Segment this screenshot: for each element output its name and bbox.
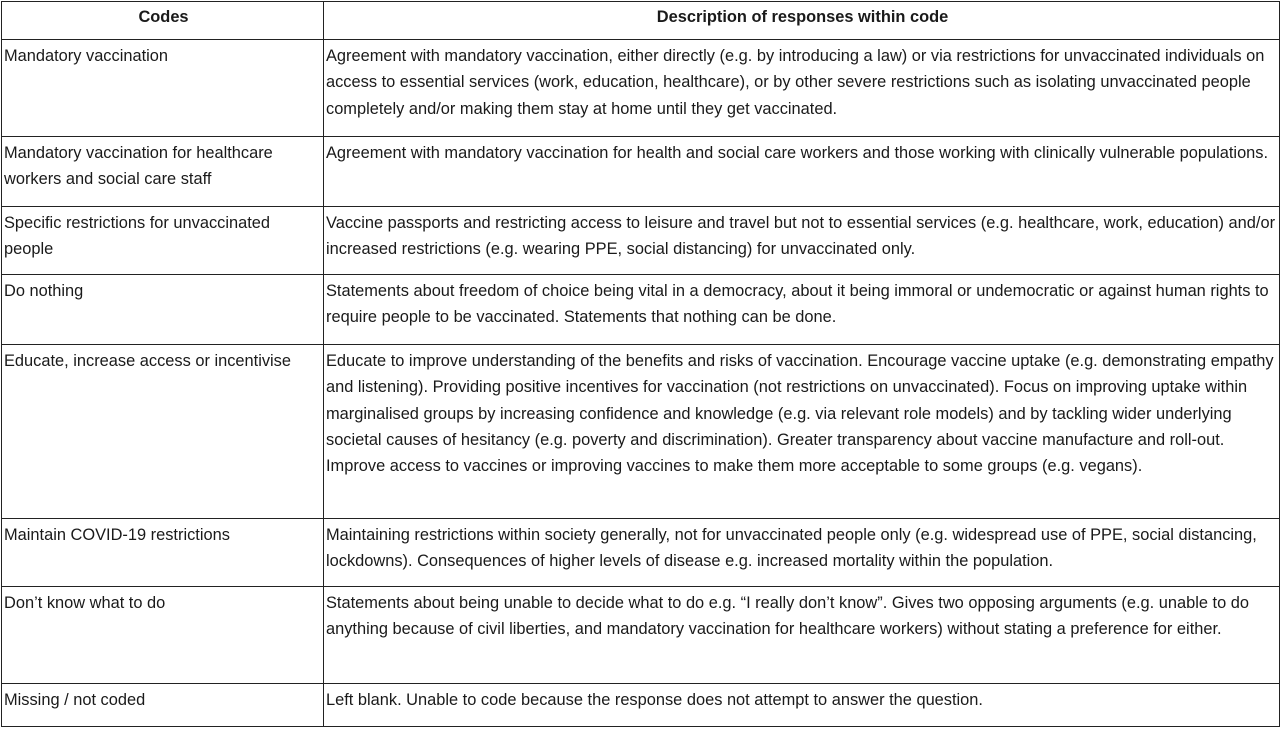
table-row (2, 345, 1280, 519)
codes-table (1, 1, 1280, 727)
header-row (2, 2, 1280, 40)
codes-header: Codes (2, 2, 324, 40)
code-cell: Don’t know what to do (2, 587, 324, 684)
code-cell: Mandatory vaccination for healthcare workers and social care staff (2, 137, 324, 207)
description-cell: Statements about being unable to decide what to do e.g. “I really don’t know”. Gives two opposing arguments (e.g. unable to do anything because of civil liberties, and mandatory vaccination for healthcare workers) without stating a preference for either. (324, 587, 1280, 684)
table-row (2, 137, 1280, 207)
description-cell: Statements about freedom of choice being vital in a democracy, about it being immoral or undemocratic or against human rights to require people to be vaccinated. Statements that nothing can be done. (324, 275, 1280, 345)
code-cell: Do nothing (2, 275, 324, 345)
description-cell: Vaccine passports and restricting access to leisure and travel but not to essential services (e.g. healthcare, work, education) and/or increased restrictions (e.g. wearing PPE, social distancing) for unvaccinated only. (324, 207, 1280, 275)
code-cell: Maintain COVID-19 restrictions (2, 519, 324, 587)
description-header: Description of responses within code (324, 2, 1280, 40)
code-cell: Specific restrictions for unvaccinated people (2, 207, 324, 275)
description-cell: Educate to improve understanding of the benefits and risks of vaccination. Encourage vaccine uptake (e.g. demonstrating empathy and listening). Providing positive incentives for vaccination (not restrictions on unvaccinated). Focus on improving uptake within marginalised groups by increasing confidence and knowledge (e.g. via relevant role models) and by tackling wider underlying societal causes of hesitancy (e.g. poverty and discrimination). Greater transparency about vaccine manufacture and roll-out. Improve access to vaccines or improving vaccines to make them more acceptable to some groups (e.g. vegans). (324, 345, 1280, 519)
table-row (2, 684, 1280, 727)
table-row (2, 207, 1280, 275)
code-cell: Educate, increase access or incentivise (2, 345, 324, 519)
description-cell: Left blank. Unable to code because the response does not attempt to answer the question. (324, 684, 1280, 727)
description-cell: Agreement with mandatory vaccination for health and social care workers and those working with clinically vulnerable populations. (324, 137, 1280, 207)
table-row (2, 587, 1280, 684)
description-cell: Agreement with mandatory vaccination, either directly (e.g. by introducing a law) or via restrictions for unvaccinated individuals on access to essential services (work, education, healthcare), or by other severe restrictions such as isolating unvaccinated people completely and/or making them stay at home until they get vaccinated. (324, 40, 1280, 137)
table-row (2, 275, 1280, 345)
code-cell: Missing / not coded (2, 684, 324, 727)
description-cell: Maintaining restrictions within society generally, not for unvaccinated people only (e.g. widespread use of PPE, social distancing, lockdowns). Consequences of higher levels of disease e.g. increased mortality within the population. (324, 519, 1280, 587)
table-row (2, 40, 1280, 137)
table-row (2, 519, 1280, 587)
code-cell: Mandatory vaccination (2, 40, 324, 137)
